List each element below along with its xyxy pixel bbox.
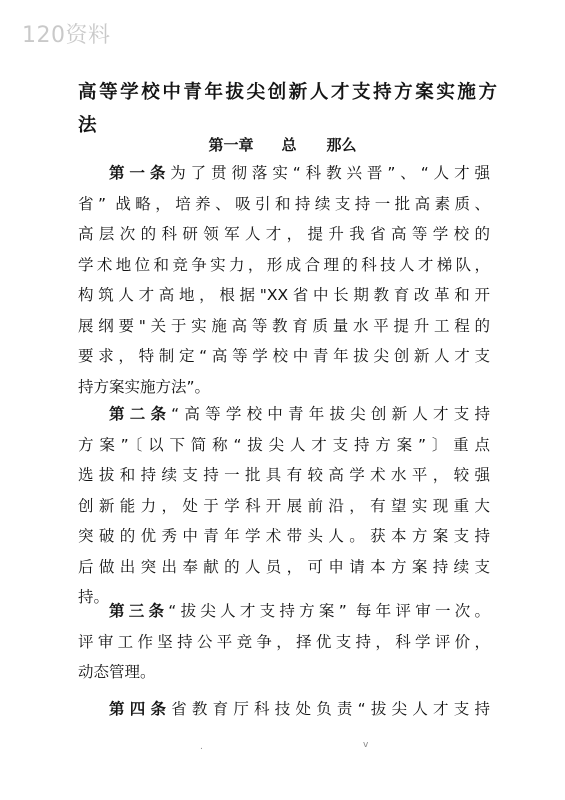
document-title — [78, 76, 498, 142]
article-3-label: 第三条 — [109, 602, 169, 620]
article-1-line: 构筑人才高地，根据"XX省中长期教育改革和开 — [78, 286, 490, 304]
watermark: 120资料 — [22, 23, 111, 48]
article-2-label: 第二条 — [109, 405, 172, 423]
chapter-number: 第一章 — [208, 136, 254, 154]
article-3-line: 动态管理。 — [78, 663, 156, 681]
article-3-line: 评审工作坚持公平竞争，择优支持，科学评价， — [78, 632, 490, 651]
article-2 — [78, 399, 490, 613]
article-4-line — [78, 694, 490, 725]
article-1-text: 为了贯彻落实“科教兴晋”、“人才强 — [170, 164, 490, 182]
article-2-line — [78, 399, 490, 430]
chapter-heading — [0, 134, 565, 155]
article-4-text: 省教育厅科技处负责“拔尖人才支持 — [171, 700, 490, 718]
article-2-line: 突破的优秀中青年学术带头人。获本方案支持 — [78, 527, 490, 545]
article-4 — [78, 694, 490, 725]
article-2-line: 后做出突出奉献的人员，可申请本方案持续支 — [78, 557, 490, 576]
article-2-line: 方案”〔以下简称“拔尖人才支持方案”〕重点 — [78, 435, 490, 454]
article-1-label: 第一条 — [109, 164, 171, 182]
article-1-line: 持方案实施方法”。 — [78, 377, 211, 396]
article-1-line: 高层次的科研领军人才，提升我省高等学校的 — [78, 225, 490, 243]
article-1-line: 要求，特制定“高等学校中青年拔尖创新人才支 — [78, 347, 490, 365]
chapter-title-part-1: 总 — [281, 136, 297, 154]
article-1-line: 展纲要"关于实施高等教育质量水平提升工程的 — [78, 316, 490, 335]
article-1-line — [78, 158, 490, 189]
footer-mark-left: . — [200, 742, 203, 752]
article-2-line: 选拔和持续支持一批具有较高学术水平，较强 — [78, 466, 490, 484]
article-1-line: 省” 战略，培养、吸引和持续支持一批高素质、 — [78, 194, 490, 213]
article-1 — [78, 158, 490, 402]
article-2-text: “高等学校中青年拔尖创新人才支持 — [171, 405, 490, 423]
title-line-1: 高等学校中青年拔尖创新人才支持方案实施方 — [78, 82, 498, 103]
chapter-title-part-2: 那么 — [326, 136, 357, 154]
article-2-line: 创新能力，处于学科开展前沿，有望实现重大 — [78, 496, 490, 515]
article-4-label: 第四条 — [109, 700, 172, 718]
article-3-text: “拔尖人才支持方案” 每年评审一次。 — [168, 602, 490, 620]
title-line-2: 法 — [78, 115, 98, 136]
article-2-line: 持。 — [78, 588, 110, 606]
article-3 — [78, 596, 490, 688]
footer-mark-right: v — [363, 740, 369, 750]
article-1-line: 学术地位和竞争实力，形成合理的科技人才梯队， — [78, 255, 490, 274]
article-3-line — [78, 596, 490, 627]
